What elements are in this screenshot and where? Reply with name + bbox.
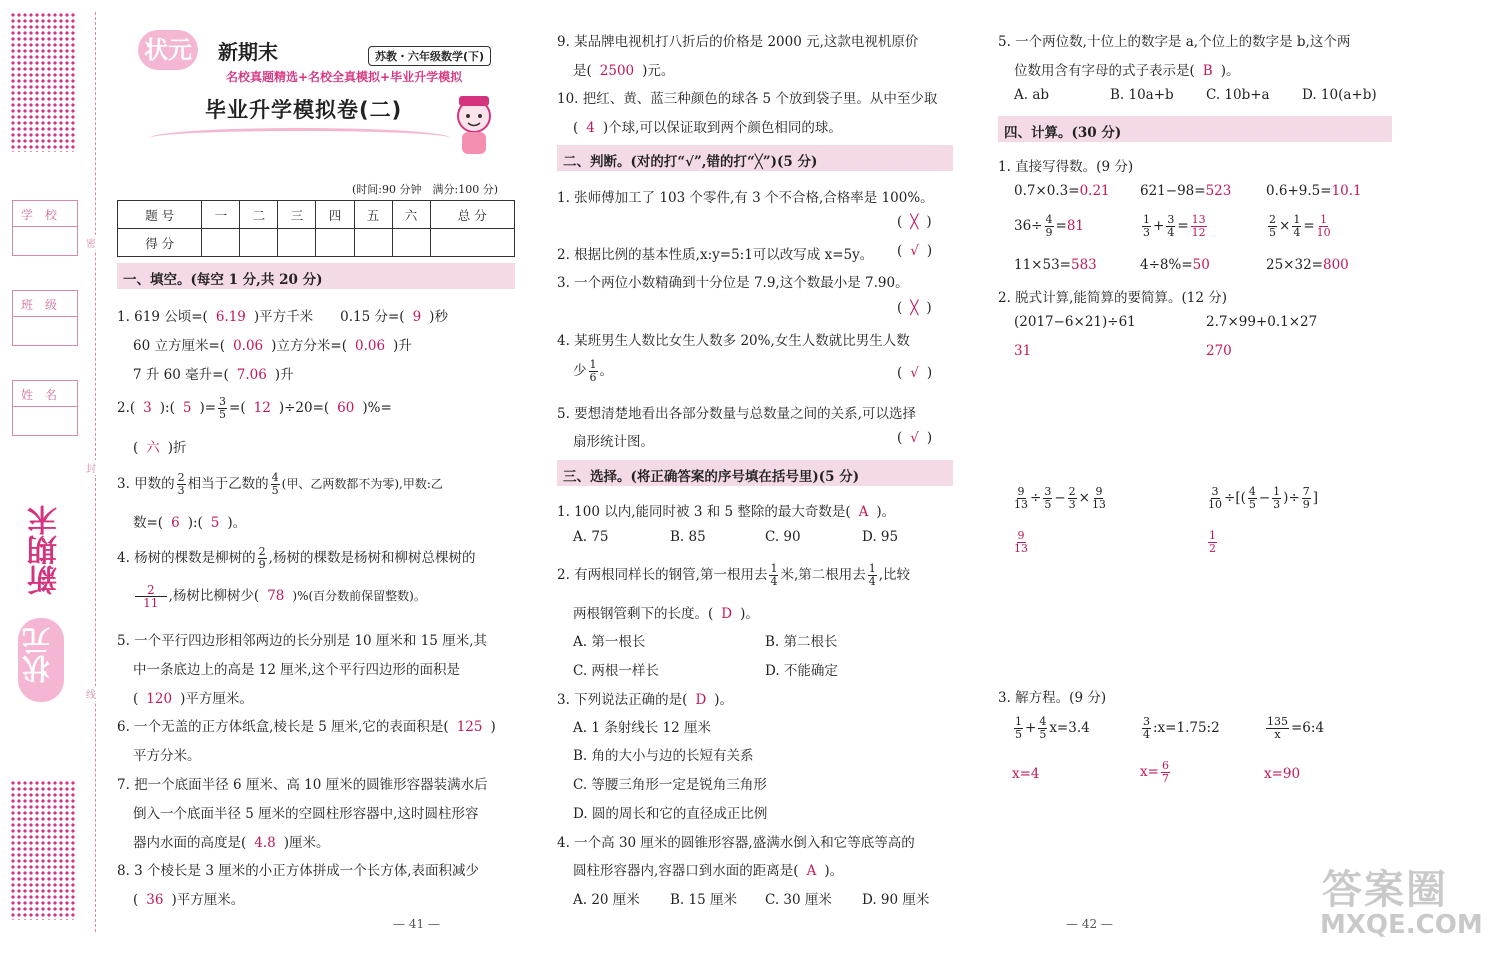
q6-line2: 平方分米。 bbox=[133, 748, 201, 764]
answer: 3 bbox=[143, 400, 152, 416]
score-input[interactable] bbox=[316, 229, 354, 257]
q5-line3: ( 120 )平方厘米。 bbox=[133, 691, 253, 707]
q7-line3: 器内水面的高度是( 4.8 )厘米。 bbox=[133, 835, 330, 851]
vertical-series: 新期末 bbox=[28, 505, 63, 595]
choice3-option: A. 1 条射线长 12 厘米 bbox=[573, 720, 711, 736]
q6-line1: 6. 一个无盖的正方体纸盒,棱长是 5 厘米,它的表面积是( 125 ) bbox=[117, 719, 496, 735]
calc2-answer: 31 bbox=[1014, 343, 1032, 359]
section2-title: 二、判断。(对的打“√”,错的打“╳”)(5 分) bbox=[557, 145, 953, 171]
choice3-option: B. 角的大小与边的长短有关系 bbox=[573, 748, 754, 764]
header-swoosh bbox=[150, 128, 450, 148]
score-row-label: 得 分 bbox=[118, 229, 202, 257]
judge2-answer: ( √ ) bbox=[897, 243, 933, 259]
choice2-option: D. 不能确定 bbox=[765, 663, 838, 679]
name-label: 姓名 bbox=[13, 381, 77, 407]
choice4-line2: 圆柱形容器内,容器口到水面的距离是( A )。 bbox=[573, 863, 844, 879]
q4-line2: $\frac{2}{11}$ ,杨树比柳树少( 78 )%(百分数前保留整数)。 bbox=[133, 584, 426, 609]
section1-title: 一、填空。(每空 1 分,共 20 分) bbox=[117, 263, 515, 289]
score-input[interactable] bbox=[240, 229, 278, 257]
rq5-option: A. ab bbox=[1014, 87, 1050, 103]
score-cell: 六 bbox=[392, 201, 430, 229]
judge3: 3. 一个两位小数精确到十分位是 7.9,这个数最小是 7.90。 bbox=[557, 275, 909, 291]
answer-fraction: $\frac{2}{11}$ bbox=[135, 584, 167, 609]
school-field[interactable] bbox=[12, 200, 78, 256]
answer: A bbox=[806, 863, 817, 879]
choice1-option: C. 90 bbox=[765, 529, 801, 545]
class-field[interactable] bbox=[12, 290, 78, 346]
q1-line1: 1. 619 公顷=( 6.19 )平方千米 0.15 分=( 9 )秒 bbox=[117, 309, 448, 325]
q10-line2: ( 4 )个球,可以保证取到两个颜色相同的球。 bbox=[573, 120, 842, 136]
q3-line2: 数=( 6 ):( 5 )。 bbox=[133, 515, 247, 531]
score-table-header-row bbox=[118, 201, 515, 229]
answer: 78 bbox=[267, 588, 285, 604]
choice4-option: B. 15 厘米 bbox=[670, 892, 737, 908]
mascot-icon bbox=[445, 92, 503, 158]
choice2-option: B. 第二根长 bbox=[765, 634, 838, 650]
answer: 6 bbox=[171, 515, 180, 531]
score-table-score-row bbox=[118, 229, 515, 257]
score-input[interactable] bbox=[392, 229, 430, 257]
answer: 9 bbox=[412, 309, 422, 325]
score-cell: 题 号 bbox=[118, 201, 202, 229]
q5-line2: 中一条底边上的高是 12 厘米,这个平行四边形的面积是 bbox=[133, 662, 461, 678]
answer: 36 bbox=[146, 892, 164, 908]
edition-badge: 苏教・六年级数学(下) bbox=[368, 46, 491, 66]
answer: D bbox=[695, 692, 707, 708]
judge1-answer: ( ╳ ) bbox=[897, 214, 932, 230]
calc2-expr: $\frac{9}{13}$ ÷ $\frac{3}{5}$ − $\frac{2}{3}$ × $\frac{9}{13}$ bbox=[1014, 485, 1106, 511]
equation-answer: x= $\frac{6}{7}$ bbox=[1140, 759, 1169, 785]
score-table bbox=[117, 200, 515, 257]
choice2-line2: 两根钢管剩下的长度。( D )。 bbox=[573, 606, 759, 622]
answer: 7.06 bbox=[236, 367, 267, 383]
vertical-brand: 状元 bbox=[18, 618, 64, 702]
choice3: 3. 下列说法正确的是( D )。 bbox=[557, 692, 734, 708]
slogan: 名校真题精选+名校全真模拟+毕业升学模拟 bbox=[226, 70, 463, 84]
equation: $\frac{3}{4}$ :x=1.75:2 bbox=[1143, 715, 1220, 741]
answer: 60 bbox=[337, 400, 355, 416]
choice1-option: D. 95 bbox=[862, 529, 899, 545]
equation-answer: x=4 bbox=[1012, 766, 1040, 782]
equation-answer: x=90 bbox=[1264, 766, 1301, 782]
answer: 4.8 bbox=[254, 835, 276, 851]
name-field[interactable] bbox=[12, 380, 78, 436]
score-cell: 三 bbox=[278, 201, 316, 229]
score-input[interactable] bbox=[202, 229, 240, 257]
choice1-option: B. 85 bbox=[670, 529, 706, 545]
choice4-option: D. 90 厘米 bbox=[862, 892, 930, 908]
watermark-logo: 答案圈 bbox=[1322, 867, 1448, 913]
calc2-expr: (2017−6×21)÷61 bbox=[1014, 314, 1136, 330]
section3-title: 三、选择。(将正确答案的序号填在括号里)(5 分) bbox=[557, 460, 953, 486]
judge5-line1: 5. 要想清楚地看出各部分数量与总数量之间的关系,可以选择 bbox=[557, 406, 916, 422]
judge3-answer: ( ╳ ) bbox=[897, 300, 932, 316]
calc2-title: 2. 脱式计算,能简算的要简算。(12 分) bbox=[998, 290, 1227, 306]
seal-mi: 密 bbox=[86, 235, 96, 250]
answer: 六 bbox=[146, 440, 160, 456]
judge5-line2: 扇形统计图。 bbox=[573, 434, 654, 450]
fraction: $\frac{4}{5}$ bbox=[271, 471, 279, 497]
rq5-line1: 5. 一个两位数,十位上的数字是 a,个位上的数字是 b,这个两 bbox=[998, 34, 1351, 50]
fraction: $\frac{1}{4}$ bbox=[770, 562, 778, 588]
calc3-title: 3. 解方程。(9 分) bbox=[998, 690, 1107, 706]
calc2-answer: 270 bbox=[1206, 343, 1232, 359]
score-cell: 四 bbox=[316, 201, 354, 229]
time-info: (时间:90 分钟 满分:100 分) bbox=[352, 183, 498, 196]
school-label: 学校 bbox=[13, 201, 77, 227]
calc1-item: $\frac{2}{5}$ × $\frac{1}{4}$ = $\frac{1}{10}$ bbox=[1269, 213, 1331, 239]
rq5-option: B. 10a+b bbox=[1110, 87, 1174, 103]
calc2-answer: $\frac{1}{2}$ bbox=[1209, 529, 1216, 555]
answer: 12 bbox=[253, 400, 271, 416]
answer: 120 bbox=[146, 691, 173, 707]
calc1-item: 4÷8%=50 bbox=[1140, 257, 1210, 273]
answer: 0.06 bbox=[354, 338, 386, 354]
judge4-line1: 4. 某班男生人数比女生人数多 20%,女生人数就比男生人数 bbox=[557, 333, 910, 349]
answer: 4 bbox=[586, 120, 595, 136]
rq5-option: C. 10b+a bbox=[1206, 87, 1270, 103]
calc1-item: 25×32=800 bbox=[1266, 257, 1349, 273]
score-input[interactable] bbox=[278, 229, 316, 257]
calc2-answer: $\frac{9}{13}$ bbox=[1014, 529, 1028, 555]
q9-line1: 9. 某品牌电视机打八折后的价格是 2000 元,这款电视机原价 bbox=[557, 34, 919, 50]
q8-line2: ( 36 )平方厘米。 bbox=[133, 892, 245, 908]
section4-title: 四、计算。(30 分) bbox=[998, 116, 1392, 142]
score-cell: 总 分 bbox=[430, 201, 514, 229]
calc1-item: 0.6+9.5=10.1 bbox=[1266, 183, 1362, 199]
answer: D bbox=[721, 606, 733, 622]
brand-logo: 状元 bbox=[138, 30, 198, 70]
decor-dots-top bbox=[10, 12, 76, 152]
calc1-item: 621−98=523 bbox=[1140, 183, 1232, 199]
choice2-line1: 2. 有两根同样长的钢管,第一根用去 $\frac{1}{4}$ 米,第二根用去 $\frac{1}{4}$ ,比较 bbox=[557, 562, 911, 588]
q2-line2: ( 六 )折 bbox=[133, 440, 187, 456]
score-cell: 五 bbox=[354, 201, 392, 229]
choice4-option: C. 30 厘米 bbox=[765, 892, 832, 908]
score-input[interactable] bbox=[354, 229, 392, 257]
q1-line3: 7 升 60 毫升=( 7.06 )升 bbox=[133, 367, 294, 383]
fraction: $\frac{3}{5}$ bbox=[219, 395, 227, 421]
choice3-option: C. 等腰三角形一定是锐角三角形 bbox=[573, 777, 767, 793]
choice4-option: A. 20 厘米 bbox=[573, 892, 640, 908]
calc1-item: $\frac{1}{3}$ + $\frac{3}{4}$ = $\frac{13}{12}$ bbox=[1143, 213, 1206, 239]
answer: 5 bbox=[182, 400, 192, 416]
calc1-item: 36÷ $\frac{4}{9}$ =81 bbox=[1014, 213, 1084, 239]
watermark-url: MXQE.COM bbox=[1320, 910, 1483, 940]
fraction: $\frac{2}{9}$ bbox=[258, 545, 266, 571]
judge4-answer: ( √ ) bbox=[897, 365, 933, 381]
q1-line2: 60 立方厘米=( 0.06 )立方分米=( 0.06 )升 bbox=[133, 338, 412, 354]
score-input[interactable] bbox=[430, 229, 514, 257]
series-title: 新期末 bbox=[218, 40, 278, 64]
score-cell: 二 bbox=[240, 201, 278, 229]
fraction: $\frac{1}{4}$ bbox=[868, 562, 876, 588]
q5-line1: 5. 一个平行四边形相邻两边的长分别是 10 厘米和 15 厘米,其 bbox=[117, 633, 487, 649]
equation: $\frac{1}{5}$ + $\frac{4}{5}$ x=3.4 bbox=[1015, 715, 1090, 741]
choice1-option: A. 75 bbox=[573, 529, 609, 545]
q2-line1: 2.( 3 ):( 5 )= $\frac{3}{5}$ =( 12 )÷20=( 60 )%= bbox=[117, 395, 392, 421]
q9-line2: 是( 2500 )元。 bbox=[573, 63, 675, 79]
judge1: 1. 张师傅加工了 103 个零件,有 3 个不合格,合格率是 100%。 bbox=[557, 190, 934, 206]
fraction: $\frac{2}{3}$ bbox=[177, 471, 185, 497]
choice2-option: A. 第一根长 bbox=[573, 634, 646, 650]
q10-line1: 10. 把红、黄、蓝三种颜色的球各 5 个放到袋子里。从中至少取 bbox=[557, 91, 938, 107]
seal-feng: 封 bbox=[86, 460, 96, 475]
q3-line1: 3. 甲数的 $\frac{2}{3}$ 相当于乙数的 $\frac{4}{5}$ (甲、乙两数都不为零),甲数:乙 bbox=[117, 471, 443, 497]
judge5-answer: ( √ ) bbox=[897, 430, 933, 446]
choice4-line1: 4. 一个高 30 厘米的圆锥形容器,盛满水倒入和它等底等高的 bbox=[557, 835, 915, 851]
answer: 5 bbox=[210, 515, 220, 531]
calc1-item: 11×53=583 bbox=[1014, 257, 1097, 273]
answer: B bbox=[1202, 63, 1213, 79]
q7-line1: 7. 把一个底面半径 6 厘米、高 10 厘米的圆锥形容器装满水后 bbox=[117, 777, 488, 793]
calc1-title: 1. 直接写得数。(9 分) bbox=[998, 159, 1134, 175]
calc2-expr: 2.7×99+0.1×27 bbox=[1206, 314, 1318, 330]
answer: 2500 bbox=[599, 63, 635, 79]
q8-line1: 8. 3 个棱长是 3 厘米的小正方体拼成一个长方体,表面积减少 bbox=[117, 863, 480, 879]
judge4-line2: 少 $\frac{1}{6}$ 。 bbox=[573, 358, 613, 384]
rq5-line2: 位数用含有字母的式子表示是( B )。 bbox=[1014, 63, 1240, 79]
page-number-left: — 41 — bbox=[393, 917, 440, 931]
choice2-option: C. 两根一样长 bbox=[573, 663, 659, 679]
equation: $\frac{135}{x}$ =6:4 bbox=[1267, 715, 1325, 741]
exam-title: 毕业升学模拟卷(二) bbox=[205, 98, 403, 122]
answer: 6.19 bbox=[215, 309, 246, 325]
answer: A bbox=[858, 504, 869, 520]
judge2: 2. 根据比例的基本性质,x:y=5:1可以改写成 x=5y。 bbox=[557, 247, 874, 263]
rq5-option: D. 10(a+b) bbox=[1302, 87, 1377, 103]
seal-xian: 线 bbox=[86, 686, 96, 701]
choice1: 1. 100 以内,能同时被 3 和 5 整除的最大奇数是( A )。 bbox=[557, 504, 896, 520]
page-number-right: — 42 — bbox=[1066, 917, 1113, 931]
choice3-option: D. 圆的周长和它的直径成正比例 bbox=[573, 806, 768, 822]
calc2-expr: $\frac{3}{10}$ ÷[( $\frac{4}{5}$ − $\frac{1}{3}$ )÷ $\frac{7}{9}$ ] bbox=[1208, 485, 1319, 511]
q7-line2: 倒入一个底面半径 5 厘米的空圆柱形容器中,这时圆柱形容 bbox=[133, 806, 479, 822]
score-cell: 一 bbox=[202, 201, 240, 229]
decor-dots-bottom bbox=[10, 780, 76, 920]
fraction: $\frac{1}{6}$ bbox=[589, 358, 597, 384]
class-label: 班级 bbox=[13, 291, 77, 317]
answer: 0.06 bbox=[233, 338, 264, 354]
answer: 125 bbox=[456, 719, 483, 735]
calc1-item: 0.7×0.3=0.21 bbox=[1014, 183, 1110, 199]
q4-line1: 4. 杨树的棵数是柳树的 $\frac{2}{9}$ ,杨树的棵数是杨树和柳树总棵树的 bbox=[117, 545, 476, 571]
